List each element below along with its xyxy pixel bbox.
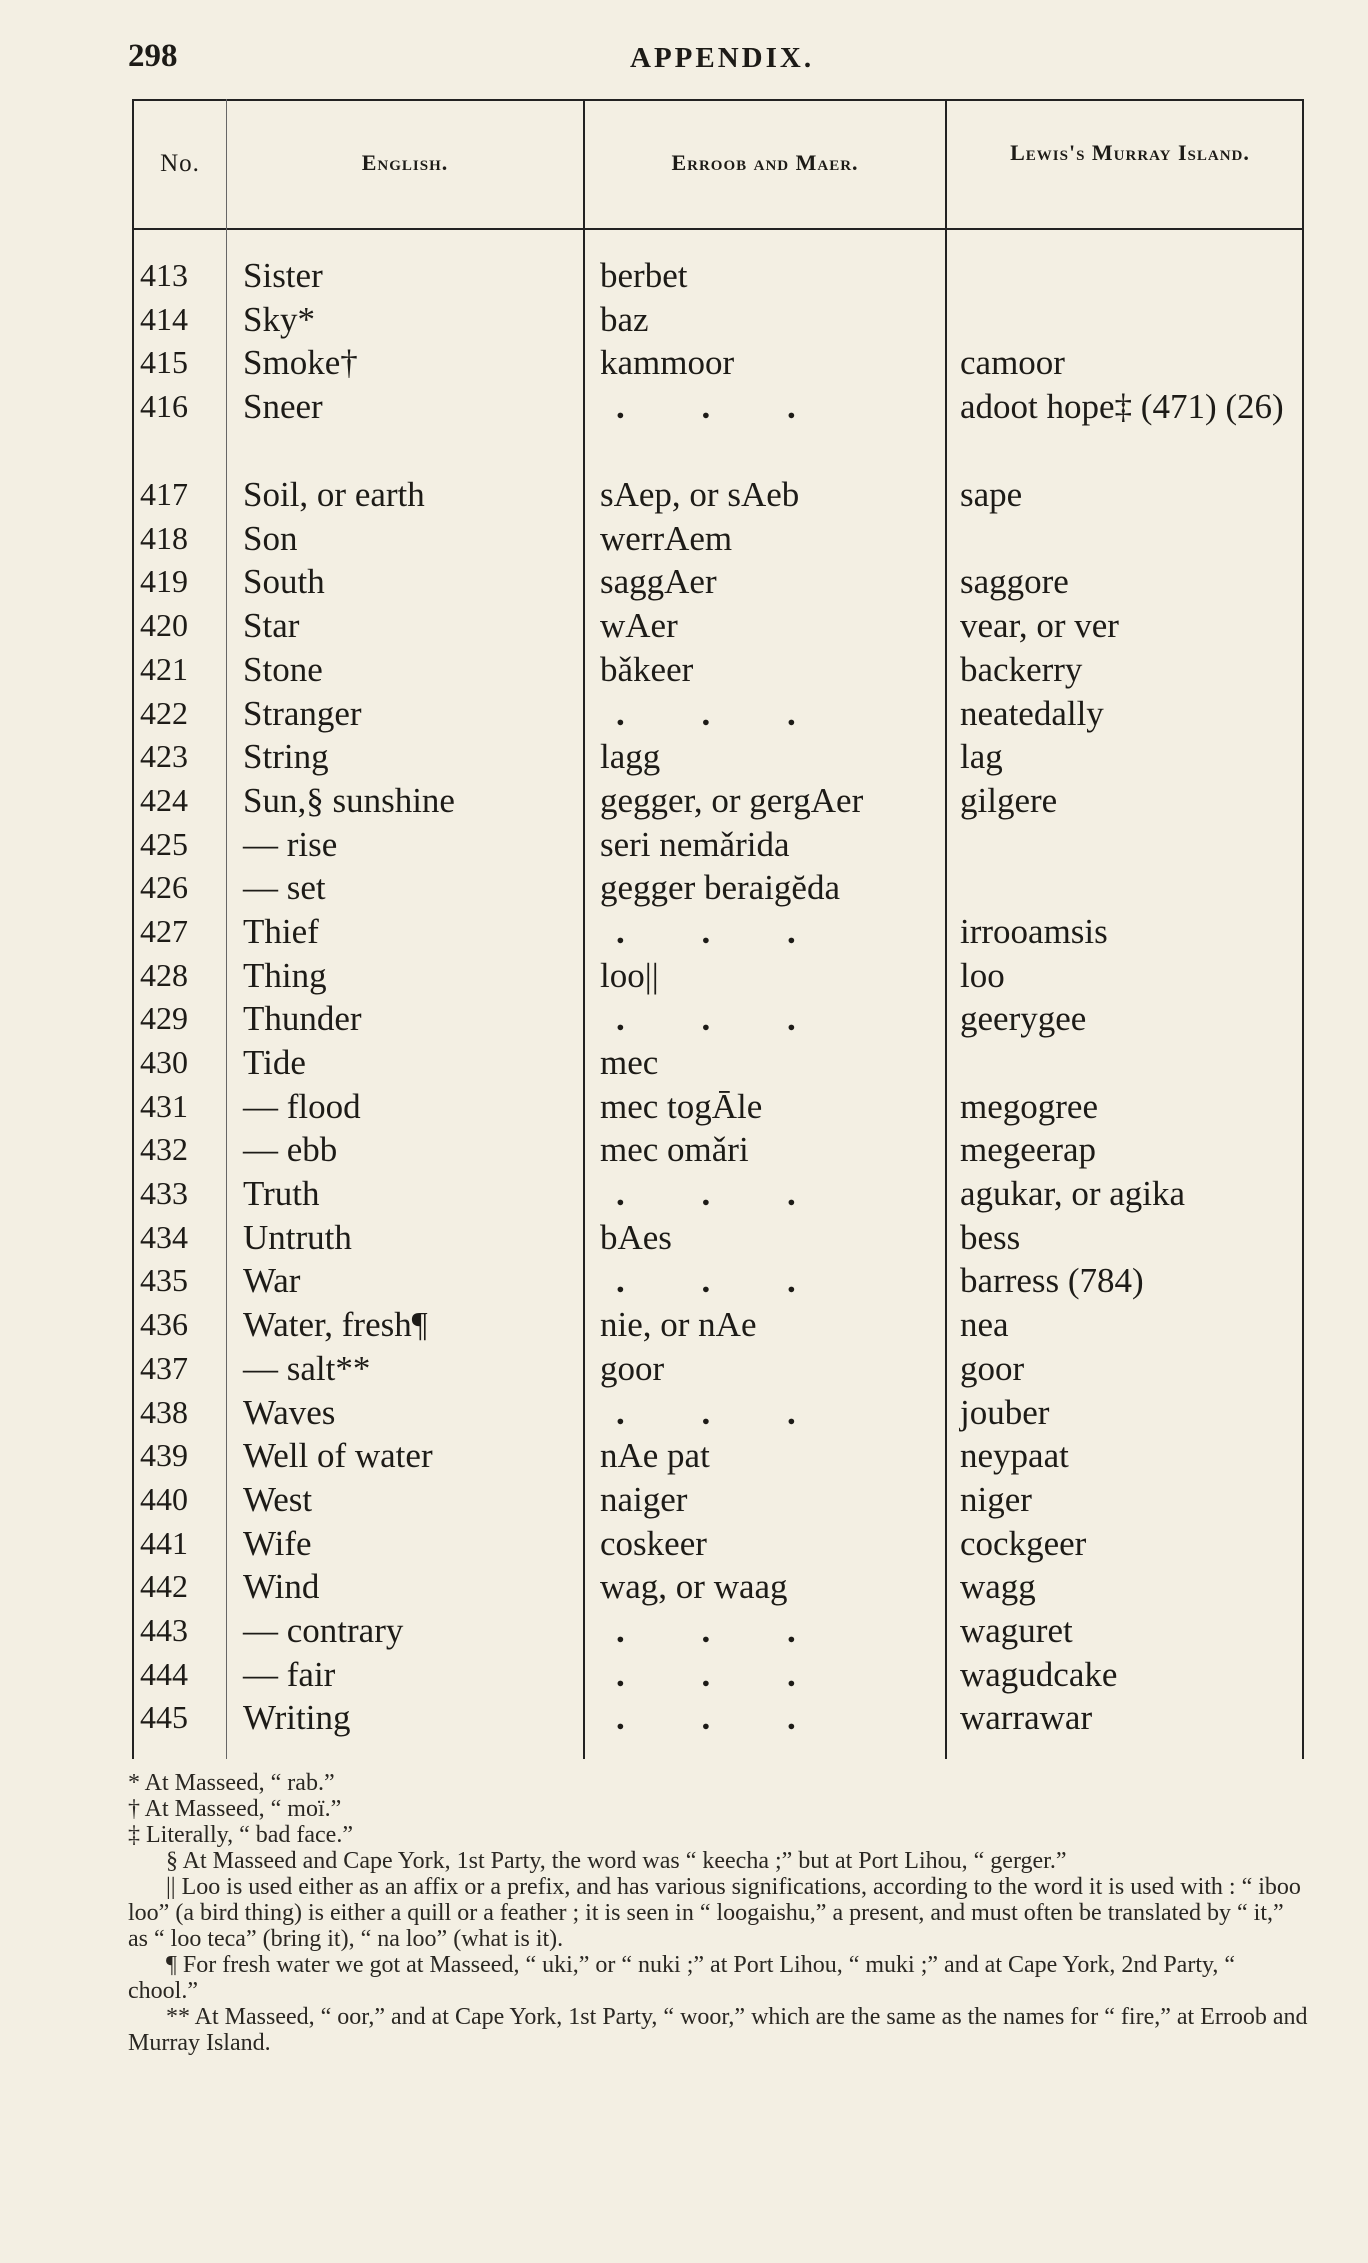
english-word: — contrary [243,1610,404,1650]
erroob-word: . . . [616,1174,830,1214]
lewis-word: neypaat [960,1436,1069,1476]
erroob-word: saggAer [600,562,717,602]
table-row [0,604,1368,648]
english-word: Stone [243,649,323,689]
english-word: Truth [243,1174,320,1214]
erroob-word: . . . [616,1698,830,1738]
english-word: Tide [243,1043,306,1082]
entry-number: 422 [140,694,188,731]
english-word: Well of water [243,1436,433,1476]
header-bottom-rule [132,228,1304,230]
page-header [0,38,1368,78]
erroob-word: bǎkeer [600,649,694,689]
entry-number: 444 [140,1655,188,1692]
english-word: Star [243,606,300,646]
table-row [0,1391,1368,1435]
erroob-word: lagg [600,737,661,777]
english-word: War [243,1261,301,1301]
english-word: Stranger [243,693,362,733]
lewis-word: saggore [960,562,1069,602]
erroob-word: seri nemǎrida [600,824,790,864]
english-word: Untruth [243,1217,352,1257]
table-row [0,1522,1368,1566]
table-row [0,692,1368,736]
table-row [0,1216,1368,1260]
entry-number: 426 [140,869,188,906]
erroob-word: wag, or waag [600,1567,788,1607]
english-word: — fair [243,1654,336,1694]
table-row [0,779,1368,823]
table-row [0,1259,1368,1303]
english-word: Sneer [243,387,323,427]
footnote: § At Masseed and Cape York, 1st Party, the word was “ keecha ;” but at Port Lihou, “ gerger.” [166,1848,1067,1874]
erroob-word: . . . [616,911,830,951]
entry-number: 435 [140,1262,188,1299]
erroob-word: nAe pat [600,1436,710,1476]
lewis-word: jouber [960,1392,1050,1432]
table-row [0,517,1368,561]
lewis-word: bess [960,1217,1021,1257]
entry-number: 436 [140,1306,188,1343]
erroob-word: bAes [600,1217,672,1257]
english-word: Water, fresh¶ [243,1305,428,1345]
english-word: String [243,737,329,777]
english-word: Sun,§ sunshine [243,780,455,820]
entry-number: 425 [140,825,188,862]
lewis-word: cockgeer [960,1523,1087,1563]
english-word: Sky* [243,299,315,339]
column-header-english: English. [361,150,449,175]
entry-number: 428 [140,956,188,993]
table-row [0,735,1368,779]
english-word: Wind [243,1567,320,1607]
table-top-rule [132,99,1304,101]
english-word: — rise [243,824,338,864]
entry-number: 419 [140,563,188,600]
lewis-word: wagg [960,1567,1036,1607]
entry-number: 437 [140,1349,188,1386]
lewis-word: niger [960,1479,1032,1519]
lewis-word: gilgere [960,780,1058,820]
lewis-word: sape [960,475,1023,515]
entry-number: 431 [140,1087,188,1124]
lewis-word: waguret [960,1610,1073,1650]
entry-number: 427 [140,912,188,949]
erroob-word: coskeer [600,1523,707,1563]
page-number: 298 [128,38,178,74]
erroob-word: wAer [600,606,678,646]
erroob-word: gegger, or gergAer [600,780,864,820]
lewis-word: adoot hope‡ (471) (26) [960,387,1284,427]
entry-number: 445 [140,1699,188,1736]
english-word: Waves [243,1392,336,1432]
table-row [0,954,1368,998]
table-row [0,1347,1368,1391]
entry-number: 443 [140,1611,188,1648]
english-word: South [243,562,325,602]
erroob-word: mec togĀle [600,1086,763,1126]
lewis-word: geerygee [960,999,1087,1039]
entry-number: 433 [140,1175,188,1212]
table-row [0,341,1368,385]
lewis-word: vear, or ver [960,606,1119,646]
entry-number: 423 [140,738,188,775]
lewis-word: neatedally [960,693,1104,733]
lewis-word: lag [960,737,1003,777]
english-word: — ebb [243,1130,338,1170]
footnote: || Loo is used either as an affix or a prefix, and has various significations, according to the word it is used with : “ iboo loo” (a bird thing) is either a quill or a feather ; it is seen in “ loogaishu,” a present, and must often be translated by “ it,” as “ loo teca” (bring it), “ na loo” (what is it). [128,1874,1301,1952]
table-row [0,823,1368,867]
erroob-word: berbet [600,256,688,295]
entry-number: 440 [140,1480,188,1517]
lewis-word: irrooamsis [960,911,1108,951]
entry-number: 442 [140,1568,188,1605]
table-row [0,1609,1368,1653]
entry-number: 418 [140,519,188,556]
footnote: ¶ For fresh water we got at Masseed, “ uki,” or “ nuki ;” at Port Lihou, “ muki ;” and at Cape York, 2nd Party, “ chool.” [128,1952,1236,2004]
table-row [0,1653,1368,1697]
erroob-word: . . . [616,1392,830,1432]
lewis-word: warrawar [960,1698,1093,1738]
erroob-word: . . . [616,693,830,733]
entry-number: 417 [140,476,188,513]
english-word: Thing [243,955,327,995]
english-word: Soil, or earth [243,475,425,515]
entry-number: 420 [140,607,188,644]
entry-number: 424 [140,781,188,818]
erroob-word: goor [600,1348,665,1388]
lewis-word: goor [960,1348,1025,1388]
erroob-word: . . . [616,1610,830,1650]
lewis-word: loo [960,955,1005,995]
entry-number: 438 [140,1393,188,1430]
column-header-lewis: Lewis's Murray Island. [1010,140,1250,165]
entry-number: 414 [140,300,188,337]
erroob-word: sAep, or sAeb [600,475,800,515]
english-word: Thief [243,911,319,951]
table-row [0,648,1368,692]
entry-number: 413 [140,257,188,293]
lewis-word: wagudcake [960,1654,1118,1694]
erroob-word: . . . [616,1261,830,1301]
english-word: Son [243,518,298,558]
entry-number: 430 [140,1044,188,1080]
table-row [0,910,1368,954]
entry-number: 429 [140,1000,188,1037]
erroob-word: werrAem [600,518,733,558]
entry-number: 416 [140,388,188,425]
erroob-word: mec omǎri [600,1130,749,1170]
erroob-word: kammoor [600,343,735,383]
lewis-word: camoor [960,343,1065,383]
table-row [0,1085,1368,1129]
entry-number: 439 [140,1437,188,1474]
footnote: ** At Masseed, “ oor,” and at Cape York, 1st Party, “ woor,” which are the same as the names for “ fire,” at Erroob and Murray Island. [128,2004,1308,2056]
table-row [0,1696,1368,1740]
table-row [0,1041,1368,1085]
english-word: Thunder [243,999,362,1039]
erroob-word: nie, or nAe [600,1305,757,1345]
footnote: * At Masseed, “ rab.” [128,1770,335,1796]
erroob-word: . . . [616,387,830,427]
entry-number: 441 [140,1524,188,1561]
erroob-word: mec [600,1043,659,1082]
english-word: — set [243,868,326,908]
english-word: Wife [243,1523,312,1563]
table-row [0,298,1368,342]
erroob-word: . . . [616,1654,830,1694]
erroob-word: . . . [616,999,830,1039]
table-row [0,254,1368,298]
table-body [0,254,1368,1740]
erroob-word: loo|| [600,955,659,995]
english-word: Smoke† [243,343,358,383]
table-row [0,473,1368,517]
table-row [0,560,1368,604]
lewis-word: megogree [960,1086,1098,1126]
english-word: Writing [243,1698,351,1738]
column-header-erroob: Erroob and Maer. [671,150,859,175]
english-word: West [243,1479,313,1519]
table-row [0,1478,1368,1522]
english-word: — salt** [243,1348,371,1388]
column-header-no: No. [160,150,200,177]
erroob-word: baz [600,299,649,339]
table-row [0,385,1368,473]
entry-number: 434 [140,1218,188,1255]
table-row [0,1565,1368,1609]
table-row [0,997,1368,1041]
footnote: † At Masseed, “ moï.” [128,1796,342,1822]
lewis-word: megeerap [960,1130,1097,1170]
footnotes [128,1770,1308,2056]
page-heading: APPENDIX. [630,42,815,74]
lewis-word: barress (784) [960,1261,1144,1301]
lewis-word: agukar, or agika [960,1174,1186,1214]
lewis-word: nea [960,1305,1009,1345]
erroob-word: gegger beraigĕda [600,868,840,908]
table-row [0,1128,1368,1172]
table-row [0,1303,1368,1347]
erroob-word: naiger [600,1479,688,1519]
table-row [0,1434,1368,1478]
entry-number: 421 [140,650,188,687]
table-row [0,1172,1368,1216]
entry-number: 432 [140,1131,188,1168]
entry-number: 415 [140,344,188,381]
english-word: Sister [243,256,323,295]
footnote: ‡ Literally, “ bad face.” [128,1822,353,1848]
english-word: — flood [243,1086,361,1126]
lewis-word: backerry [960,649,1083,689]
table-row [0,866,1368,910]
